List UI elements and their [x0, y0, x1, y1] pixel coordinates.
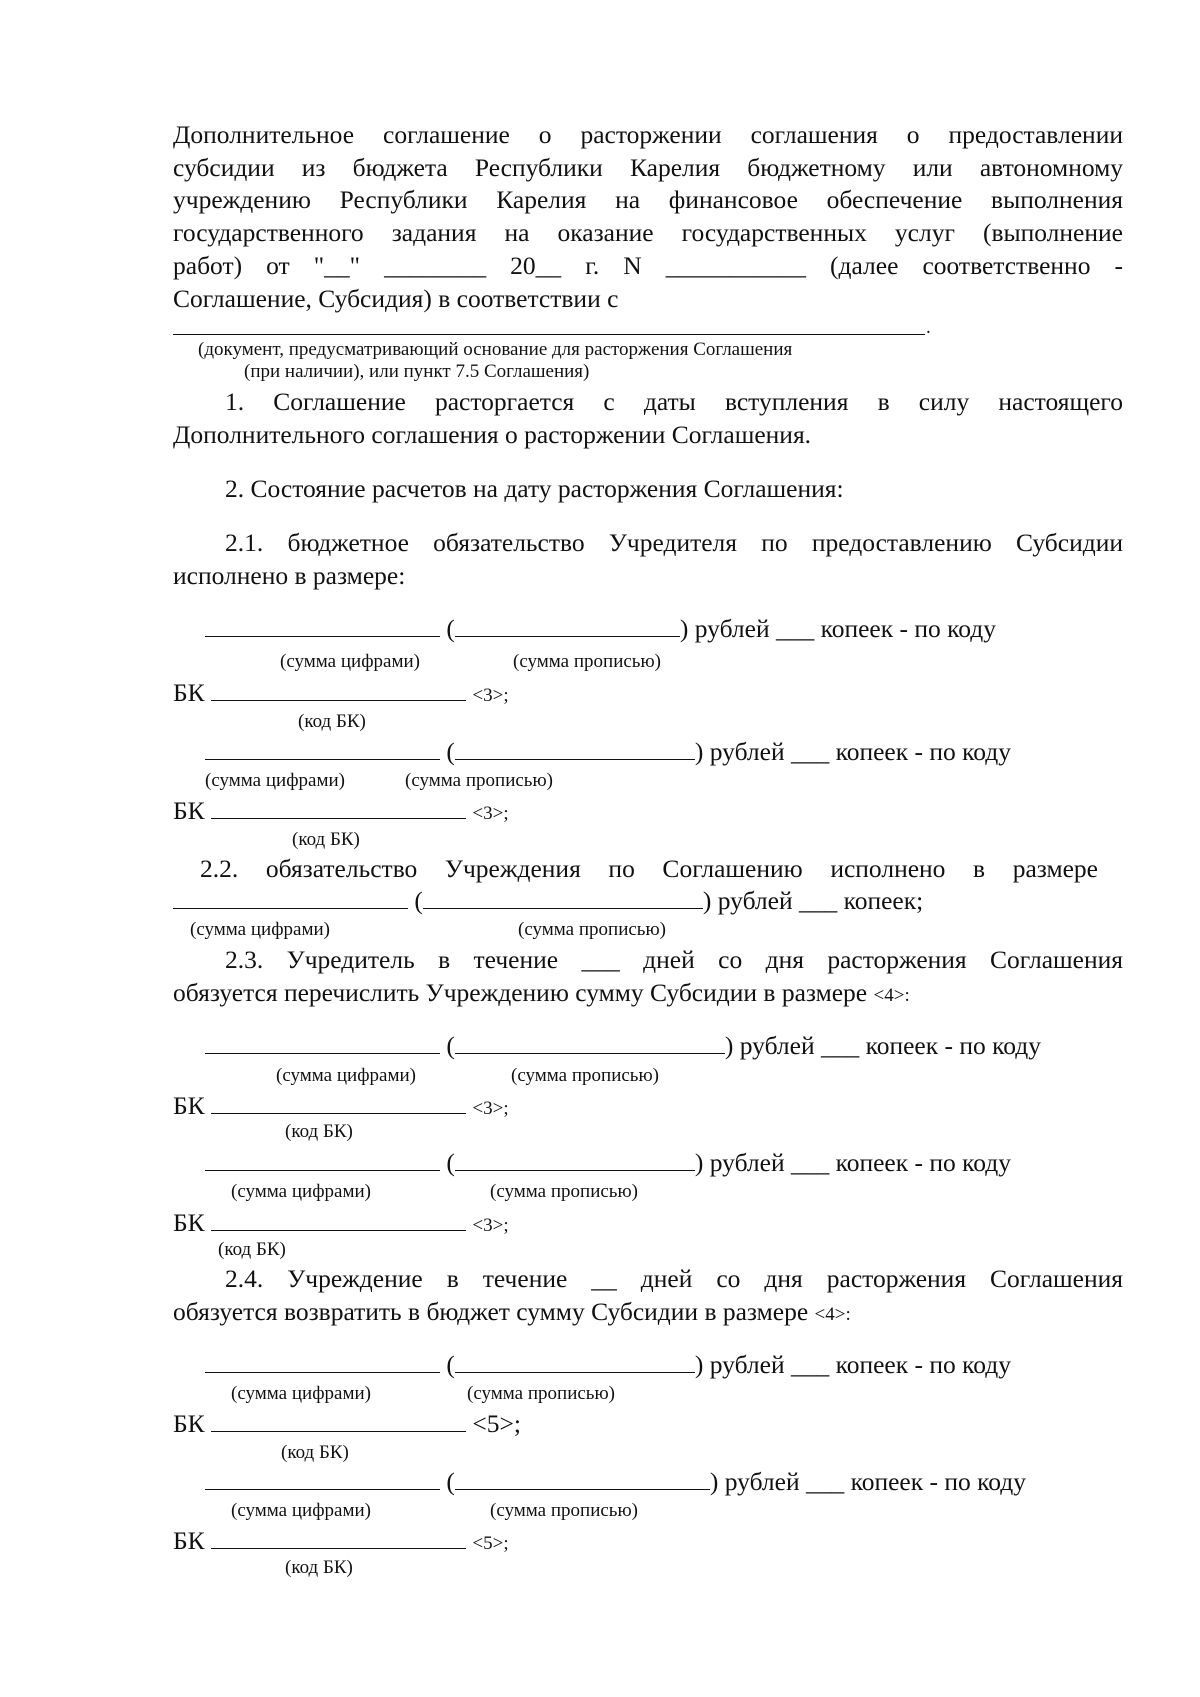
- bk-row: [173, 798, 509, 824]
- sum-digits-caption: (сумма цифрами): [276, 1065, 416, 1086]
- bk-code-blank: [211, 1210, 466, 1231]
- rubles-kopeks-code: ) рублей ___ копеек - по коду: [694, 737, 1011, 766]
- clause-1-line-1: 1. Соглашение расторгается с даты вступления в силу настоящего: [225, 387, 1123, 416]
- sum-words-blank: [455, 616, 680, 637]
- basis-caption-2: (при наличии), или пункт 7.5 Соглашения): [244, 361, 590, 382]
- rubles-kopeks-code: ) рублей ___ копеек - по коду: [679, 614, 996, 643]
- sum-words-blank: [455, 1150, 695, 1171]
- sum-digits-blank: [205, 1033, 440, 1054]
- sum-digits-caption: (сумма цифрами): [205, 770, 345, 791]
- bk-label: БК: [173, 1409, 205, 1438]
- open-paren: (: [446, 1148, 455, 1177]
- sum-words-caption: (сумма прописью): [467, 1383, 615, 1404]
- bk-code-blank: [211, 680, 466, 701]
- clause-2-3-line-2: [173, 980, 910, 1006]
- code-bk-caption: (код БК): [298, 711, 366, 732]
- bk-label: БК: [173, 678, 205, 707]
- sum-words-caption: (сумма прописью): [490, 1181, 638, 1202]
- sum-digits-caption: (сумма цифрами): [231, 1181, 371, 1202]
- sum-digits-blank: [205, 1150, 440, 1171]
- bk-code-blank: [211, 798, 466, 819]
- footnote-3: <3>;: [472, 1098, 509, 1119]
- sum-words-caption: (сумма прописью): [490, 1500, 638, 1521]
- bk-row: [173, 1528, 509, 1554]
- clause-2-3-line-1: 2.3. Учредитель в течение ___ дней со дня расторжения Соглашения: [225, 945, 1123, 974]
- open-paren: (: [446, 1350, 455, 1379]
- footnote-3: <3>;: [472, 803, 509, 824]
- sum-digits-blank: [205, 739, 440, 760]
- clause-2-1-line-2: исполнено в размере:: [173, 561, 406, 590]
- sum-words-caption: (сумма прописью): [405, 770, 553, 791]
- rubles-kopeks-code: ) рублей ___ копеек - по коду: [694, 1350, 1011, 1379]
- sum-digits-caption: (сумма цифрами): [280, 651, 420, 672]
- bk-code-blank: [211, 1093, 466, 1114]
- sum-digits-caption: (сумма цифрами): [231, 1383, 371, 1404]
- amount-row: [205, 1150, 1011, 1176]
- clause-2-4-text: обязуется возвратить в бюджет сумму Субсидии в размере: [173, 1297, 809, 1326]
- bk-row: [173, 1411, 521, 1437]
- open-paren: (: [446, 1467, 455, 1496]
- amount-row: [205, 1469, 1026, 1495]
- open-paren: (: [446, 1031, 455, 1060]
- sum-words-blank: [455, 1033, 725, 1054]
- clause-1-line-2: Дополнительного соглашения о расторжении Соглашения.: [173, 420, 812, 449]
- sum-digits-caption: (сумма цифрами): [231, 1500, 371, 1521]
- rubles-kopeks-semicolon: ) рублей ___ копеек;: [702, 886, 924, 915]
- code-bk-caption: (код БК): [285, 1121, 353, 1142]
- code-bk-caption: (код БК): [281, 1442, 349, 1463]
- open-paren: (: [446, 737, 455, 766]
- clause-2-4-line-2: [173, 1299, 851, 1325]
- amount-row: [205, 1033, 1041, 1059]
- clause-2-4-line-1: 2.4. Учреждение в течение __ дней со дня расторжения Соглашения: [225, 1264, 1123, 1293]
- sum-words-blank: [423, 888, 703, 909]
- clause-2-2-line-1: 2.2. обязательство Учреждения по Соглашению исполнено в размере: [200, 854, 1098, 883]
- bk-label: БК: [173, 1208, 205, 1237]
- rubles-kopeks-code: ) рублей ___ копеек - по коду: [724, 1031, 1041, 1060]
- intro-line-4: государственного задания на оказание государственных услуг (выполнение: [173, 218, 1123, 247]
- basis-document-blank: [173, 334, 925, 335]
- basis-document-period: .: [926, 317, 931, 338]
- amount-row: [173, 888, 923, 914]
- footnote-3: <3>;: [472, 1215, 509, 1236]
- intro-line-1: Дополнительное соглашение о расторжении соглашения о предоставлении: [173, 120, 1123, 149]
- rubles-kopeks-code: ) рублей ___ копеек - по коду: [694, 1148, 1011, 1177]
- code-bk-caption: (код БК): [292, 829, 360, 850]
- bk-label: БК: [173, 1526, 205, 1555]
- sum-words-caption: (сумма прописью): [518, 919, 666, 940]
- bk-label: БК: [173, 1091, 205, 1120]
- sum-digits-caption: (сумма цифрами): [190, 919, 330, 940]
- footnote-5: <5>;: [472, 1533, 509, 1554]
- footnote-4: <4>:: [814, 1304, 851, 1325]
- bk-code-blank: [211, 1411, 466, 1432]
- amount-row: [205, 1352, 1011, 1378]
- bk-row: [173, 1210, 509, 1236]
- sum-words-blank: [455, 1469, 710, 1490]
- amount-row: [205, 616, 996, 642]
- open-paren: (: [414, 886, 423, 915]
- intro-line-3: учреждению Республики Карелия на финансовое обеспечение выполнения: [173, 185, 1123, 214]
- code-bk-caption: (код БК): [285, 1557, 353, 1578]
- intro-line-5: работ) от "__" ________ 20__ г. N ___________ (далее соответственно -: [173, 251, 1123, 280]
- sum-words-blank: [455, 1352, 695, 1373]
- bk-label: БК: [173, 796, 205, 825]
- rubles-kopeks-code: ) рублей ___ копеек - по коду: [709, 1467, 1026, 1496]
- footnote-3: <3>;: [472, 685, 509, 706]
- footnote-4: <4>:: [873, 985, 910, 1006]
- clause-2: 2. Состояние расчетов на дату расторжения Соглашения:: [225, 474, 844, 503]
- basis-caption-1: (документ, предусматривающий основание для расторжения Соглашения: [198, 339, 793, 360]
- clause-2-3-text: обязуется перечислить Учреждению сумму Субсидии в размере: [173, 978, 868, 1007]
- bk-row: [173, 680, 509, 706]
- sum-digits-blank: [205, 1352, 440, 1373]
- sum-words-blank: [455, 739, 695, 760]
- amount-row: [205, 739, 1011, 765]
- sum-words-caption: (сумма прописью): [513, 651, 661, 672]
- footnote-5: <5>;: [472, 1409, 522, 1438]
- sum-digits-blank: [205, 1469, 440, 1490]
- sum-words-caption: (сумма прописью): [511, 1065, 659, 1086]
- sum-digits-blank: [205, 616, 440, 637]
- bk-row: [173, 1093, 509, 1119]
- clause-2-1-line-1: 2.1. бюджетное обязательство Учредителя по предоставлению Субсидии: [225, 528, 1123, 557]
- open-paren: (: [446, 614, 455, 643]
- code-bk-caption: (код БК): [218, 1239, 286, 1260]
- bk-code-blank: [211, 1528, 466, 1549]
- intro-line-6: Соглашение, Субсидия) в соответствии с: [173, 284, 619, 313]
- intro-line-2: субсидии из бюджета Республики Карелия бюджетному или автономному: [173, 153, 1123, 182]
- sum-digits-blank: [173, 888, 408, 909]
